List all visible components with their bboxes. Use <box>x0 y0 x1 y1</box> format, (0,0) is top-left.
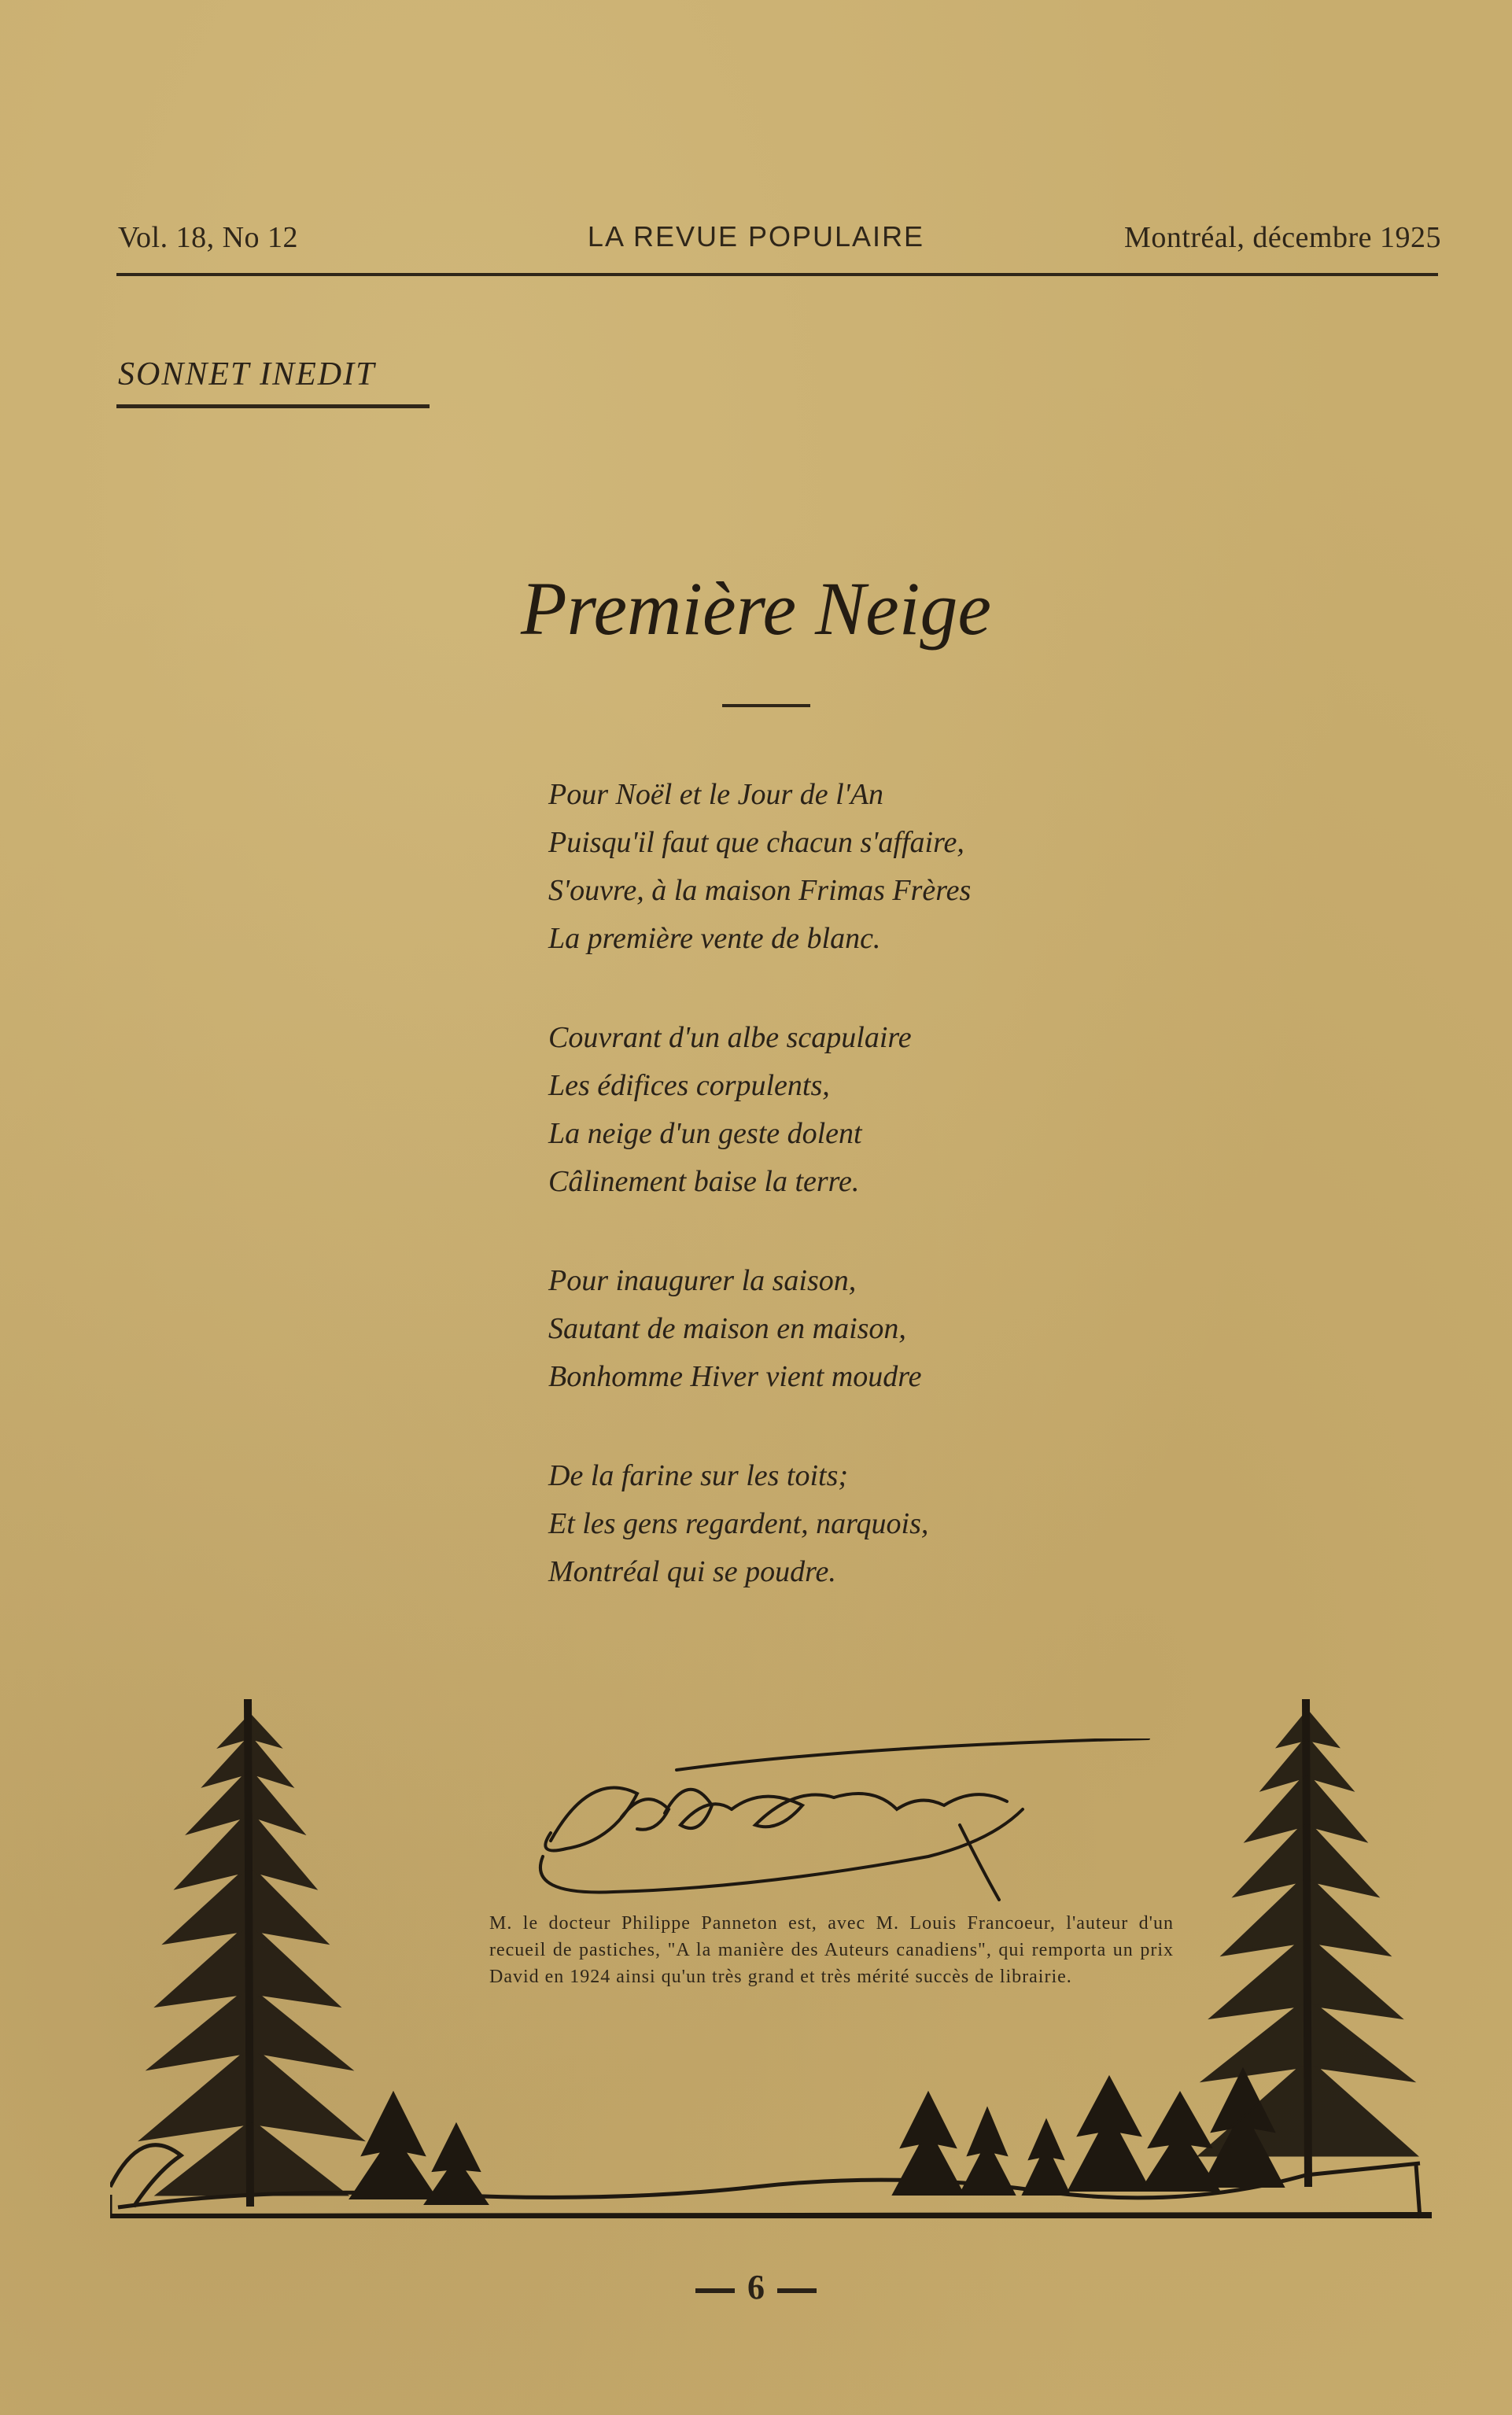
poem-line: Les édifices corpulents, <box>548 1069 830 1102</box>
poem-title: Première Neige <box>521 566 991 651</box>
poem-line: Et les gens regardent, narquois, <box>548 1507 929 1540</box>
poem-line: La première vente de blanc. <box>548 922 881 955</box>
poem-line: Pour inaugurer la saison, <box>548 1264 857 1297</box>
poem-line: Montréal qui se poudre. <box>548 1555 836 1588</box>
page-dash-right <box>777 2288 817 2293</box>
poem-line: De la farine sur les toits; <box>548 1459 849 1492</box>
poem-line: Bonhomme Hiver vient moudre <box>548 1360 922 1393</box>
stanza-4 <box>548 1452 971 1596</box>
issue-place-date: Montréal, décembre 1925 <box>1124 221 1441 254</box>
page-dash-left <box>695 2288 735 2293</box>
author-signature-image <box>519 1738 1156 1912</box>
stanza-2 <box>548 1014 971 1206</box>
stanza-3 <box>548 1257 971 1401</box>
poem-body <box>548 771 971 1647</box>
issue-volume: Vol. 18, No 12 <box>118 221 299 254</box>
left-pine-icon <box>110 1699 362 2207</box>
author-note: M. le docteur Philippe Panneton est, avec M. Louis Francoeur, l'auteur d'un recueil de pastiches, "A la manière des Auteurs canadiens", qui remporta un prix David en 1924 ainsi qu'un très grand et très mérité succès de librairie. <box>489 1913 1174 1987</box>
header-rule <box>116 273 1438 276</box>
poem-line: Puisqu'il faut que chacun s'affaire, <box>548 826 964 859</box>
poem-line: Pour Noël et le Jour de l'An <box>548 778 884 811</box>
poem-line: Câlinement baise la terre. <box>548 1165 860 1198</box>
section-rule <box>116 404 430 408</box>
poem-line: Couvrant d'un albe scapulaire <box>548 1021 912 1054</box>
title-rule <box>722 704 810 707</box>
publication-name: LA REVUE POPULAIRE <box>587 220 925 253</box>
page-number-value: 6 <box>747 2268 765 2306</box>
poem-line: La neige d'un geste dolent <box>548 1117 862 1150</box>
section-label: SONNET INEDIT <box>118 356 376 393</box>
poem-line: S'ouvre, à la maison Frimas Frères <box>548 874 972 907</box>
small-pine-icon <box>350 2092 488 2204</box>
page-number <box>0 2267 1512 2307</box>
poem-line: Sautant de maison en maison, <box>548 1312 906 1345</box>
stanza-1 <box>548 771 971 963</box>
